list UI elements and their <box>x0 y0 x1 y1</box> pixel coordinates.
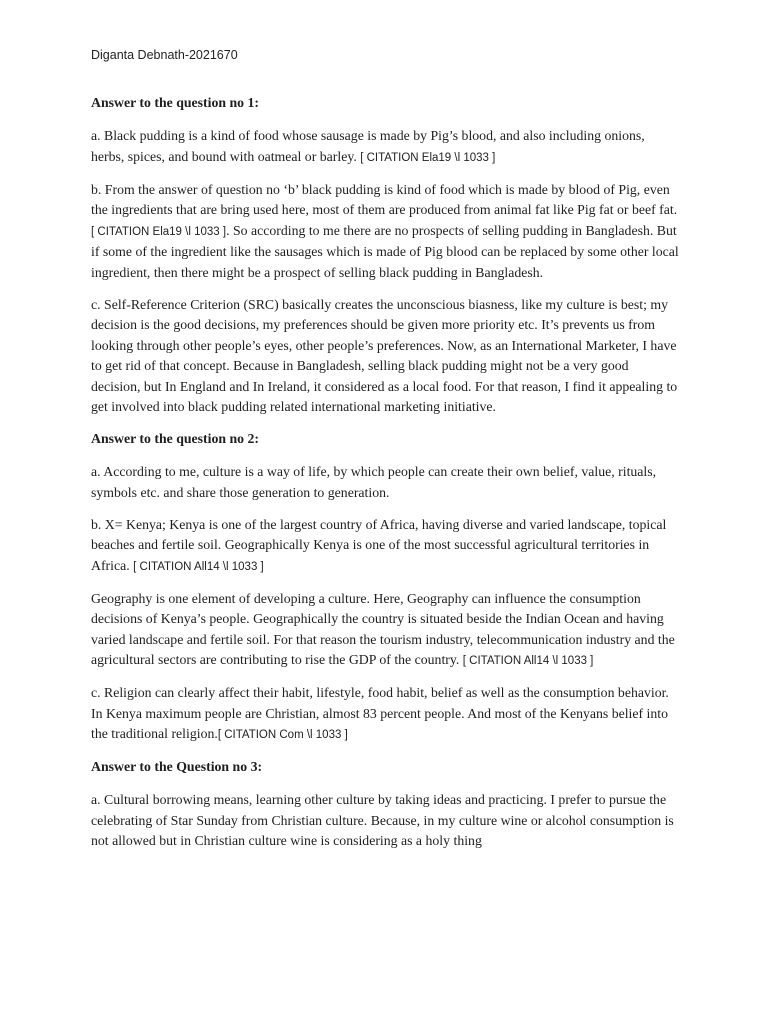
author-header: Diganta Debnath-2021670 <box>91 48 238 62</box>
paragraph: c. Religion can clearly affect their habit, lifestyle, food habit, belief as well as the consumption behavior. In Kenya maximum people are Christian, almost 83 percent people. And most of the Kenyans belief into the traditional religion.[ CITATION Com \l 1033 ] <box>91 685 669 741</box>
document-body <box>91 93 681 863</box>
citation: [ CITATION Ela19 \l 1033 ] <box>91 225 227 238</box>
citation: [ CITATION Com \l 1033 ] <box>217 729 348 741</box>
citation: [ CITATION Ela19 \l 1033 ] <box>360 151 496 164</box>
paragraph: c. Self-Reference Criterion (SRC) basically creates the unconscious biasness, like my culture is best; my decision is the good decisions, my preferences should be given more priority etc. It’s prevents us from looking through other people’s eyes, other people’s preferences. Now, as an International Marketer, I have to get rid of that concept. Because in Bangladesh, selling black pudding might not be a very good decision, but In England and In Ireland, it considered as a local food. For that reason, I find it appealing to get involved into black pudding related international marketing initiative. <box>91 296 678 414</box>
citation: [ CITATION All14 \l 1033 ] <box>462 655 594 667</box>
paragraph: b. From the answer of question no ‘b’ black pudding is kind of food which is made by blood of Pig, even the ingredients that are bring used here, most of them are produced from animal fat like Pig fat or beef fat. [ CITATION Ela19 \l 1033 ]. So according to me there are no prospects of selling pudding in Bangladesh. But if some of the ingredient like the sausages which is made of Pig blood can be replaced by some other local ingredient, then there might be a prospect of selling black pudding in Bangladesh. <box>91 181 679 280</box>
section-heading: Answer to the Question no 3: <box>91 759 263 774</box>
paragraph: b. X= Kenya; Kenya is one of the largest country of Africa, having diverse and varied landscape, topical beaches and fertile soil. Geographically Kenya is one of the most successful agricultural territories in Africa. [ CITATION All14 \l 1033 ] <box>91 516 667 573</box>
paragraph: a. Cultural borrowing means, learning other culture by taking ideas and practicing. I prefer to pursue the celebrating of Star Sunday from Christian culture. Because, in my culture wine or alcohol consumption is not allowed but in Christian culture wine is considering as a holy thing <box>91 792 674 848</box>
citation: [ CITATION All14 \l 1033 ] <box>133 560 264 573</box>
paragraph: Geography is one element of developing a culture. Here, Geography can influence the consumption decisions of Kenya’s people. Geographically the country is situated beside the Indian Ocean and having varied landscape and fertile soil. For that reason the tourism industry, telecommunication industry and the agricultural sectors are contributing to rise the GDP of the country. [ CITATION All14 \l 1033 ] <box>91 590 675 667</box>
paragraph: a. According to me, culture is a way of life, by which people can create their own belief, value, rituals, symbols etc. and share those generation to generation. <box>91 464 657 500</box>
section-heading: Answer to the question no 1: <box>91 95 260 110</box>
section-heading: Answer to the question no 2: <box>91 431 260 446</box>
paragraph: a. Black pudding is a kind of food whose sausage is made by Pig’s blood, and also including onions, herbs, spices, and bound with oatmeal or barley. [ CITATION Ela19 \l 1033 ] <box>91 128 645 164</box>
